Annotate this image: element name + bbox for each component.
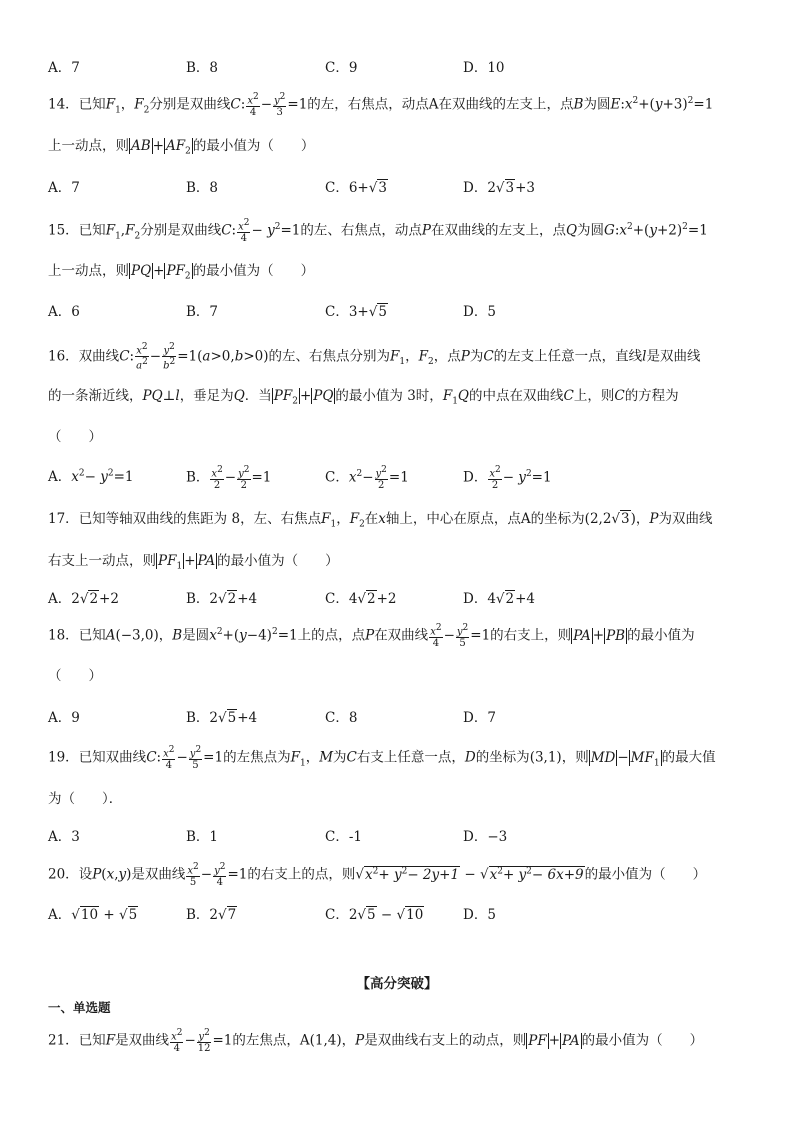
- q15-option-a[interactable]: A．6: [48, 304, 80, 320]
- section-title: 【高分突破】: [356, 976, 438, 992]
- fraction: $\frac{x^2}{4}$: [163, 745, 175, 772]
- q19-options: [48, 825, 768, 845]
- q15-option-d[interactable]: D．5: [463, 304, 496, 320]
- q15-option-b[interactable]: B．7: [186, 304, 219, 320]
- q17-options: [48, 587, 768, 607]
- fraction: $\frac{x^2}{4}$: [238, 218, 250, 245]
- q16-option-c[interactable]: C．$x^2-$ $\frac{y^2}{2}$ =1: [325, 465, 409, 492]
- q15-option-c[interactable]: C．3+√5: [325, 304, 387, 320]
- q17-option-b[interactable]: B．2√2+4: [186, 591, 258, 607]
- q16-options: [48, 465, 768, 492]
- q19-option-a[interactable]: A．3: [48, 829, 80, 845]
- q16-option-a[interactable]: A．$x^2- y^2=1$: [48, 468, 134, 485]
- fraction: $\frac{y^2}{3}$: [274, 92, 286, 119]
- q15-options: [48, 300, 768, 320]
- fraction: $\frac{y^2}{4}$: [214, 862, 226, 889]
- fraction: $\frac{y^2}{2}$: [238, 465, 250, 492]
- q20-options: [48, 903, 768, 923]
- q16-option-b[interactable]: B． $\frac{x^2}{2}$ − $\frac{y^2}{2}$ =1: [186, 465, 272, 492]
- fraction: $\frac{x^2}{2}$: [489, 465, 501, 492]
- q18-option-c[interactable]: C．8: [325, 710, 358, 726]
- q16-stem-line2: 的一条渐近线，PQ⊥l，垂足为Q．当 $PF_2$ + PQ 的最小值为 3时，$F_1Q$的中点在双曲线C上，则C的方程为: [48, 388, 679, 407]
- q16-stem-line1: 16．双曲线C: $\frac{x^2}{a^2}$ − $\frac{y^2}{b^2}$ =1(a>0,b>0)的左、右焦点分别为$F_1$，$F_2$，点P为C的左支上任意一点，直线l是双曲线: [48, 342, 701, 372]
- q18-option-b[interactable]: B．2√5+4: [186, 710, 258, 726]
- q14-option-c[interactable]: C．6+√3: [325, 180, 387, 196]
- q17-option-a[interactable]: A．2√2+2: [48, 591, 119, 607]
- q19-option-d[interactable]: D．−3: [463, 829, 508, 845]
- fraction: $\frac{x^2}{4}$: [247, 92, 259, 119]
- fraction: $\frac{y^2}{12}$: [197, 1028, 211, 1055]
- q13-option-c[interactable]: C．9: [325, 60, 358, 76]
- q13-options: [48, 56, 768, 76]
- q17-stem-line2: 右支上一动点，则 $PF_1$ + PA 的最小值为（ ）: [48, 553, 339, 572]
- q13-option-a[interactable]: A．7: [48, 60, 80, 76]
- q18-option-a[interactable]: A．9: [48, 710, 80, 726]
- q18-options: [48, 706, 768, 726]
- q17-stem-line1: 17．已知等轴双曲线的焦距为 8，左、右焦点$F_1$，$F_2$在x轴上，中心在原点，点A的坐标为(2,2√3)，P为双曲线: [48, 511, 713, 530]
- q20-option-a[interactable]: A．√10 + √5: [48, 907, 138, 923]
- q19-stem-line1: 19．已知双曲线C: $\frac{x^2}{4}$ − $\frac{y^2}{5}$ =1的左焦点为$F_1$，M为C右支上任意一点，D的坐标为(3,1)，则 MD − $MF_1$ 的最大值: [48, 745, 716, 772]
- q20-option-b[interactable]: B．2√7: [186, 907, 237, 923]
- q19-stem-line2: 为（ ）．: [48, 791, 123, 807]
- q18-option-d[interactable]: D．7: [463, 710, 496, 726]
- q14-options: [48, 176, 768, 196]
- q13-option-b[interactable]: B．8: [186, 60, 219, 76]
- fraction: $\frac{y^2}{5}$: [456, 623, 469, 650]
- q18-stem-line2: （ ）: [48, 668, 102, 684]
- q14-stem-line1: 14．已知$F_1$，$F_2$分别是双曲线C: $\frac{x^2}{4}$ − $\frac{y^2}{3}$ =1的左，右焦点，动点A在双曲线的左支上，点B为圆$E:x^2+(y+3)^2=1$: [48, 92, 714, 119]
- q17-option-c[interactable]: C．4√2+2: [325, 591, 397, 607]
- q21-stem-line1: 21．已知F是双曲线 $\frac{x^2}{4}$ − $\frac{y^2}{12}$ =1的左焦点，A(1,4)，P是双曲线右支上的动点，则 PF + PA 的最小值为（ ）: [48, 1028, 704, 1055]
- fraction: $\frac{y^2}{5}$: [189, 745, 202, 772]
- fraction: $\frac{x^2}{4}$: [430, 623, 442, 650]
- q14-option-b[interactable]: B．8: [186, 180, 219, 196]
- q13-option-d[interactable]: D．10: [463, 60, 505, 76]
- q17-option-d[interactable]: D．4√2+4: [463, 591, 536, 607]
- q14-stem-line2: 上一动点，则 AB + $AF_2$ 的最小值为（ ）: [48, 138, 315, 157]
- q20-option-c[interactable]: C．2√5 − √10: [325, 907, 424, 923]
- fraction: $\frac{x^2}{a^2}$: [136, 342, 148, 372]
- fraction: $\frac{x^2}{4}$: [171, 1028, 183, 1055]
- q14-option-d[interactable]: D．2√3+3: [463, 180, 536, 196]
- q14-option-a[interactable]: A．7: [48, 180, 80, 196]
- q18-stem-line1: 18．已知A(−3,0)，B是圆$x^2+(y-4)^2=1$上的点，点P在双曲线 $\frac{x^2}{4}$ − $\frac{y^2}{5}$ =1的右支上，则 PA + PB 的最小值为: [48, 623, 695, 650]
- q20-option-d[interactable]: D．5: [463, 907, 496, 923]
- fraction: $\frac{x^2}{2}$: [211, 465, 223, 492]
- fraction: $\frac{x^2}{5}$: [187, 862, 199, 889]
- q16-option-d[interactable]: D． $\frac{x^2}{2}$ − $y^2=1$: [463, 465, 552, 492]
- q20-stem-line1: 20．设P(x,y)是双曲线 $\frac{x^2}{5}$ − $\frac{y^2}{4}$ =1的右支上的点，则$√x^2+ y^2- 2y+1 - √x^2+ y^2- 6x+9$的最小值为（ ）: [48, 862, 707, 889]
- q15-stem-line1: 15．已知$F_1,F_2$分别是双曲线C: $\frac{x^2}{4}$ − $y^2=1$的左、右焦点，动点P在双曲线的左支上，点Q为圆$G:x^2+(y+2)^2=1$: [48, 218, 708, 245]
- fraction: $\frac{y^2}{2}$: [375, 465, 387, 492]
- q16-stem-line3: （ ）: [48, 429, 102, 445]
- fraction: $\frac{y^2}{b^2}$: [163, 342, 176, 372]
- q19-option-b[interactable]: B．1: [186, 829, 219, 845]
- q19-option-c[interactable]: C．-1: [325, 829, 362, 845]
- q15-stem-line2: 上一动点，则 PQ + $PF_2$ 的最小值为（ ）: [48, 263, 315, 282]
- section-subtitle: 一、单选题: [48, 1000, 111, 1015]
